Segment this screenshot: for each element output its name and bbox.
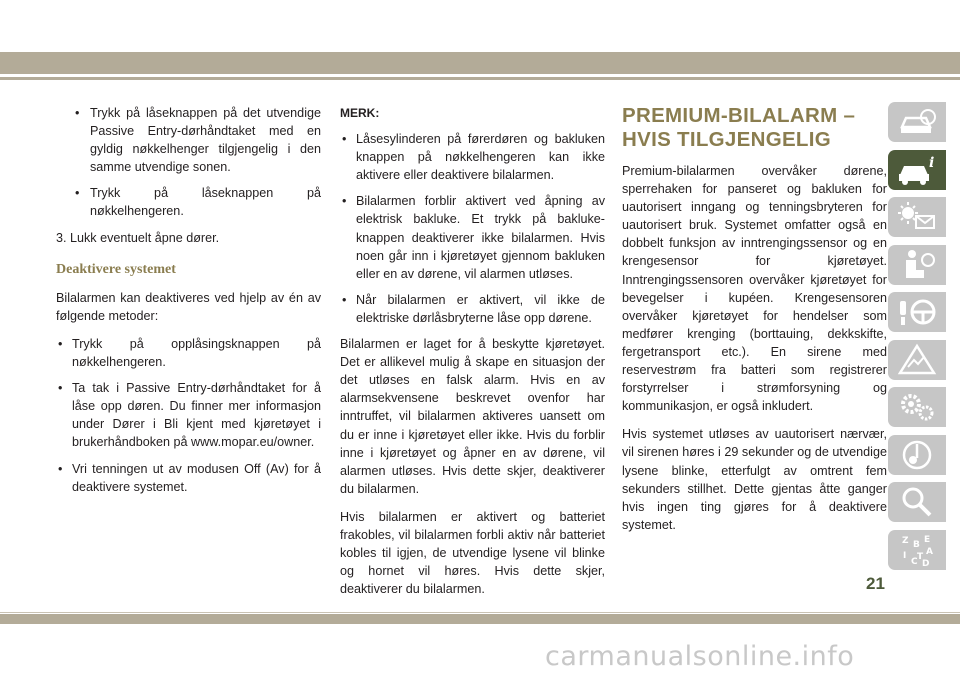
subheading-deactivate: Deaktivere systemet <box>56 261 176 277</box>
list-item: • Når bilalarmen er aktivert, vil ikke de elektriske dørlåsbryterne låse opp dørene. <box>340 291 605 327</box>
paragraph-false-alarm: Bilalarmen er laget for å beskytte kjøretøyet. Det er allikevel mulig å skape en situasjon der det utløses en falsk alarm. Hvis en av alarmsekvensene beskrevet ovenfor har inntruffet, vil bilalarmen aktiveres uansett om du er inne i kjøretøyet eller ikke. Hvis du forblir inne i kjøretøyet og åpner en av dørene, vil alarmen utløses. Hvis dette skjer, deaktiverer du bilalarmen. <box>340 337 605 496</box>
svg-text:T: T <box>917 551 924 562</box>
paragraph-trigger: Hvis systemet utløses av uautorisert nærvær, vil sirenen høres i 29 sekunder og de utvendige lysene blinke, etterfulgt av omtrent fem sekunders stillhet. Dette gjentas åtte ganger hvis ingen ting gjøres for å deaktivere systemet. <box>622 427 887 532</box>
multimedia-icon <box>896 438 938 472</box>
warning-lights-icon <box>896 200 938 234</box>
lock-methods-list <box>56 104 321 221</box>
svg-text:A: A <box>926 546 933 557</box>
tab-multimedia[interactable] <box>888 435 946 475</box>
note-label: MERK: <box>340 106 380 120</box>
steering-wheel-icon <box>896 295 938 329</box>
page-number: 21 <box>866 574 885 593</box>
svg-text:Z: Z <box>902 535 909 546</box>
airbag-seat-icon <box>896 248 938 282</box>
search-icon <box>896 485 938 519</box>
svg-text:C: C <box>911 556 918 567</box>
list-item: • Låsesylinderen på førerdøren og bakluken knappen på nøkkelhengeren kan ikke aktivere eller deaktivere bilalarmen. <box>340 130 605 184</box>
deactivate-intro: Bilalarmen kan deaktiveres ved hjelp av én av følgende metoder: <box>56 290 321 323</box>
car-dashboard-icon <box>896 105 938 139</box>
deactivate-methods-list <box>56 335 321 496</box>
tab-car-dashboard[interactable] <box>888 102 946 142</box>
list-item: • Trykk på låseknappen på nøkkelhengeren. <box>56 184 321 220</box>
list-item: • Vri tenningen ut av modusen Off (Av) for å deaktivere systemet. <box>56 460 321 496</box>
column-left <box>56 104 321 504</box>
header-band <box>0 52 960 74</box>
paragraph-battery: Hvis bilalarmen er aktivert og batteriet frakobles, vil bilalarmen forbli aktiv når batteriet kobles til igjen, de utvendige lysene vil blinke og hornet vil høres. Hvis dette skjer, deaktiverer du bilalarmen. <box>340 509 605 597</box>
tab-index[interactable] <box>888 530 946 570</box>
chapter-tabs <box>888 102 950 577</box>
svg-text:D: D <box>922 558 930 567</box>
svg-text:B: B <box>913 539 920 550</box>
tab-car-info[interactable] <box>888 150 946 190</box>
header-rule <box>0 77 960 80</box>
list-item: • Bilalarmen forblir aktivert ved åpning av elektrisk bakluke. Et trykk på bakluke-knappen deaktiverer ikke bilalarmen. Hvis noen går inn i kjøretøyet gjennom bakluken eller en av dørene, vil alarmen utløses. <box>340 192 605 282</box>
svg-text:i: i <box>929 154 935 171</box>
column-middle <box>340 104 605 608</box>
svg-text:I: I <box>903 550 907 561</box>
watermark: carmanualsonline.info <box>545 641 855 672</box>
list-item: • Ta tak i Passive Entry-dørhåndtaket for å låse opp døren. Du finner mer informasjon under Dører i Bli kjent med kjøretøyet i brukerhåndboken på www.mopar.eu/owner. <box>56 379 321 451</box>
list-item: • Trykk på opplåsingsknappen på nøkkelhengeren. <box>56 335 321 371</box>
tab-airbag-seat[interactable] <box>888 245 946 285</box>
svg-text:E: E <box>924 534 931 545</box>
emergency-triangle-icon <box>896 343 938 377</box>
tab-warning-lights[interactable] <box>888 197 946 237</box>
section-heading: PREMIUM-BILALARM – HVIS TILGJENGELIG <box>622 104 856 151</box>
paragraph-premium-alarm: Premium-bilalarmen overvåker dørene, sperrehaken for panseret og bakluken for uautorisert inngang og tenningsbryteren for uautorisert bruk. Systemet omfatter også en dobbelt funksjon av inntrengingssensor og en krengesensor for kjøretøyet. Inntrengingssensoren overvåker kjøretøyet for bevegelser i kupéen. Krengesensoren overvåker kjøretøyet for hendelser som medfører krenging (borttauing, dekkskifte, fergetransport etc.). En sirene med reservestrøm fra batteri som registrerer forstyrrelser i strømforsyning og kommunikasjon, er også inkludert. <box>622 164 887 414</box>
column-right <box>622 104 887 544</box>
footer-band <box>0 614 960 624</box>
step-3: 3. Lukk eventuelt åpne dører. <box>56 230 220 245</box>
tab-search[interactable] <box>888 482 946 522</box>
footer-rule <box>0 612 960 613</box>
tab-emergency[interactable] <box>888 340 946 380</box>
index-letters-icon <box>896 533 938 567</box>
list-item: • Trykk på låseknappen på det utvendige Passive Entry-dørhåndtaket med en gyldig nøkkelhenger tilgjengelig i den samme utvendige sonen. <box>56 104 321 176</box>
service-gears-icon <box>896 390 938 424</box>
tab-service[interactable] <box>888 387 946 427</box>
note-list <box>340 130 605 327</box>
tab-steering-wheel[interactable] <box>888 292 946 332</box>
car-info-icon <box>896 153 938 187</box>
